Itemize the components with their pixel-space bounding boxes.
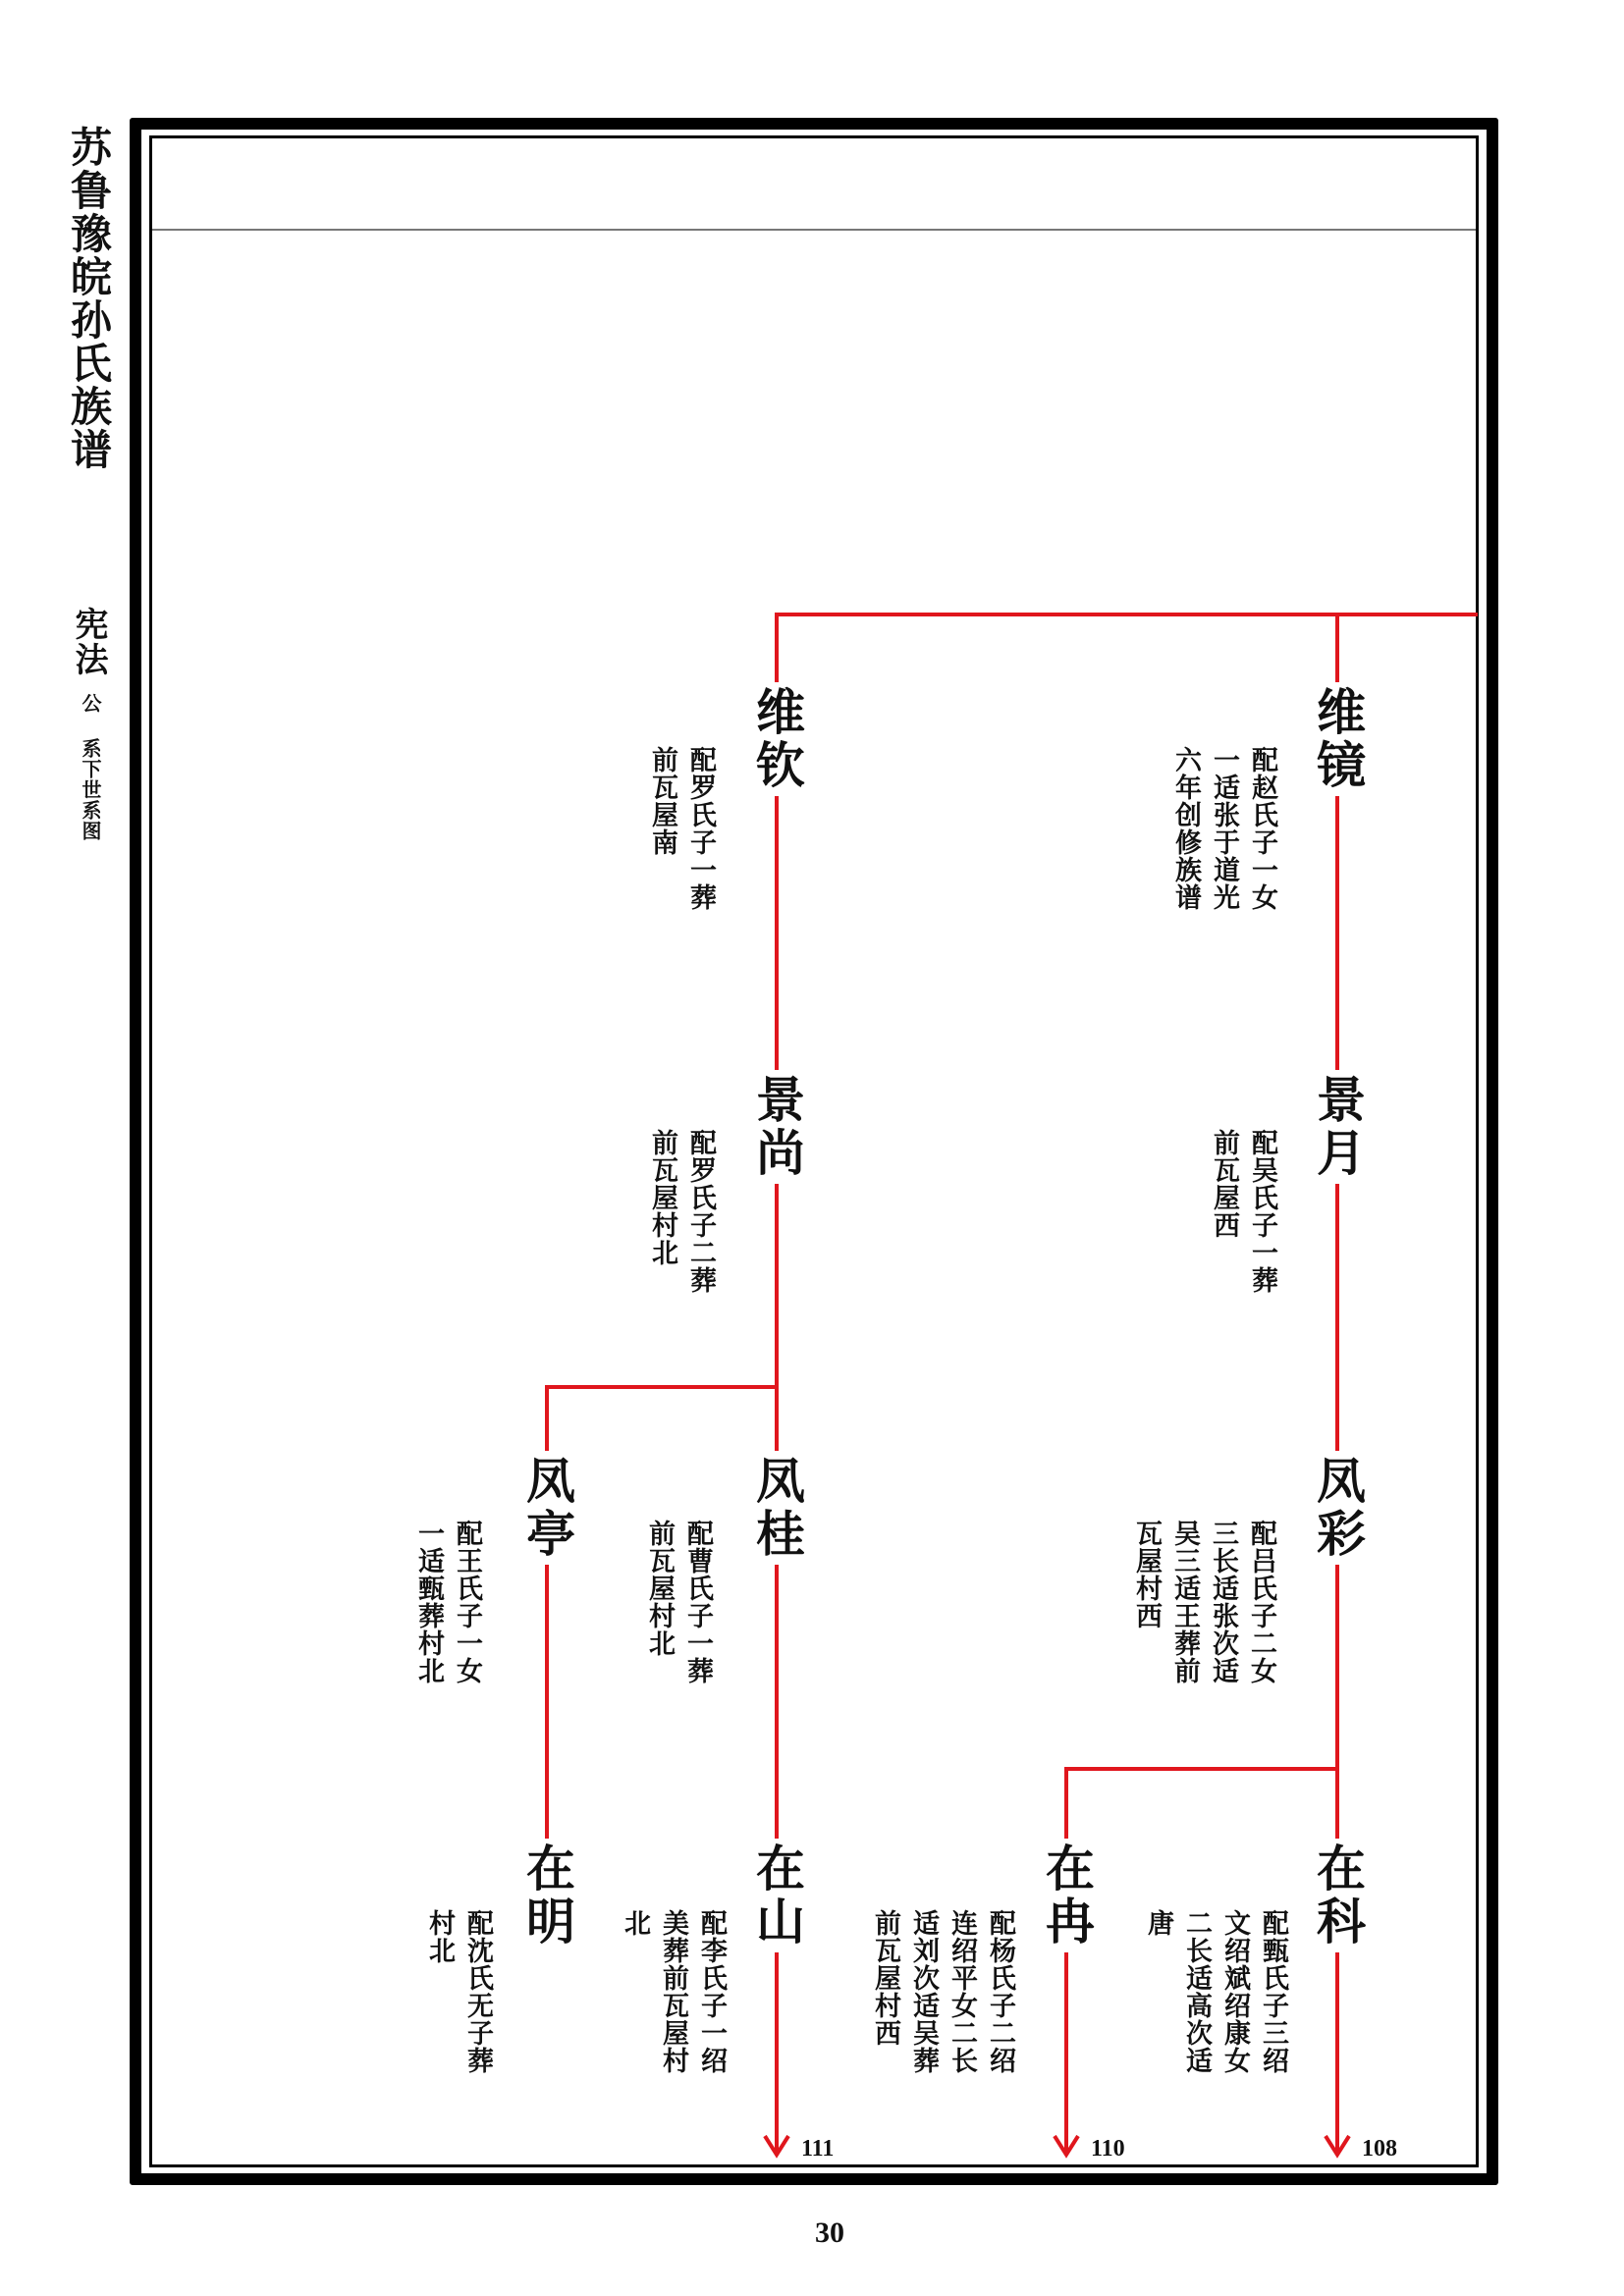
person-note-weijing: 配赵氏子一女 一适张于道光 六年创修族谱: [1170, 746, 1277, 911]
person-note-fenggui: 配曹氏子一葬 前瓦屋村北: [644, 1520, 713, 1684]
person-name-fenggui: 凤桂: [745, 1451, 808, 1565]
page-number: 30: [815, 2216, 844, 2249]
ancestor-honorific: 公: [79, 693, 102, 713]
person-note-fengcai: 配吕氏子二女 三长适张次适 吴三适王葬前 瓦屋村西: [1131, 1520, 1276, 1684]
page-ref-zaishan[interactable]: 111: [801, 2136, 835, 2162]
person-name-zaiming: 在明: [515, 1839, 578, 1952]
person-name-zaishan: 在山: [745, 1839, 808, 1952]
page-ref-zairan[interactable]: 110: [1091, 2136, 1125, 2162]
person-note-zaishan: 配李氏子一绍 美葬前瓦屋村 北: [620, 1909, 727, 2074]
genealogy-title: 苏鲁豫皖孙氏族谱: [65, 126, 113, 471]
person-name-zaike: 在科: [1306, 1839, 1369, 1952]
person-name-fengting: 凤亭: [515, 1451, 578, 1565]
person-note-zairan: 配杨氏子二绍 连绍平女二长 适刘次适吴葬 前瓦屋村西: [870, 1909, 1015, 2074]
ancestor-name: 宪法: [69, 607, 108, 677]
section-label: 系下世系图: [79, 738, 102, 841]
person-note-jingshang: 配罗氏子二葬 前瓦屋村北: [647, 1129, 716, 1294]
person-name-fengcai: 凤彩: [1306, 1451, 1369, 1565]
person-note-fengting: 配王氏子一女 一适甄葬村北: [413, 1520, 482, 1684]
person-name-jingyue: 景月: [1306, 1070, 1369, 1184]
person-name-zairan: 在冉: [1035, 1839, 1098, 1952]
person-note-zaike: 配甄氏子三绍 文绍斌绍康女 二长适高次适 唐: [1143, 1909, 1288, 2074]
person-note-zaiming: 配沈氏无子葬 村北: [424, 1909, 493, 2074]
page-ref-zaike[interactable]: 108: [1362, 2136, 1397, 2162]
person-note-jingyue: 配吴氏子一葬 前瓦屋西: [1209, 1129, 1277, 1294]
person-name-jingshang: 景尚: [745, 1070, 808, 1184]
person-name-weijing: 维镜: [1306, 682, 1369, 796]
person-name-weiqin: 维钦: [745, 682, 808, 796]
person-note-weiqin: 配罗氏子一葬 前瓦屋南: [647, 746, 716, 911]
